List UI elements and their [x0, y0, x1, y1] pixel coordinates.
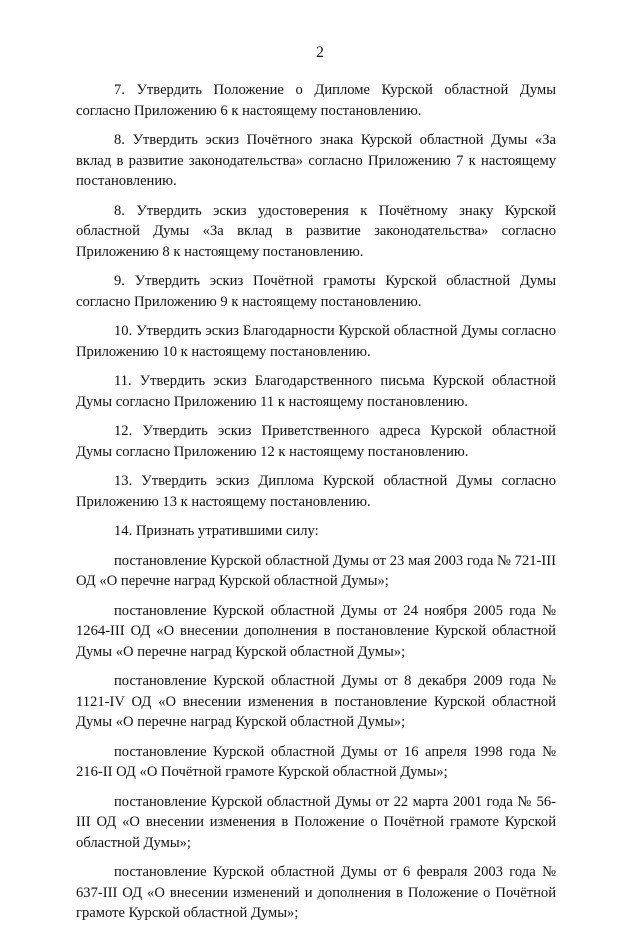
repealed-resolution-721: постановление Курской областной Думы от 23 мая 2003 года № 721-III ОД «О перечне наград Курской областной Думы»;: [76, 552, 556, 589]
paragraph-item-10: 10. Утвердить эскиз Благодарности Курской областной Думы согласно Приложению 10 к настоящему постановлению.: [76, 323, 556, 360]
repealed-resolution-56: постановление Курской областной Думы от 22 марта 2001 года № 56-III ОД «О внесении изменения в Положение о Почётной грамоте Курской областной Думы»;: [76, 793, 556, 851]
paragraph-item-8-certificate: 8. Утвердить эскиз удостоверения к Почётному знаку Курской областной Думы «За вклад в развитие законодательства» согласно Приложению 8 к настоящему постановлению.: [76, 202, 556, 260]
document-body: [76, 80, 556, 933]
paragraph-item-14: 14. Признать утратившими силу:: [114, 523, 319, 539]
paragraph-item-12: 12. Утвердить эскиз Приветственного адреса Курской областной Думы согласно Приложению 12 к настоящему постановлению.: [76, 423, 556, 460]
repealed-resolution-637: постановление Курской областной Думы от 6 февраля 2003 года № 637-III ОД «О внесении изменений и дополнения в Положение о Почётной грамоте Курской областной Думы»;: [76, 864, 556, 921]
paragraph-item-8-honor-badge: 8. Утвердить эскиз Почётного знака Курской областной Думы «За вклад в развитие законодательства» согласно Приложению 7 к настоящему постановлению.: [76, 132, 556, 189]
paragraph-item-9: 9. Утвердить эскиз Почётной грамоты Курской областной Думы согласно Приложению 9 к настоящему постановлению.: [76, 273, 556, 310]
paragraph-item-13: 13. Утвердить эскиз Диплома Курской областной Думы согласно Приложению 13 к настоящему постановлению.: [76, 473, 556, 510]
paragraph-item-11: 11. Утвердить эскиз Благодарственного письма Курской областной Думы согласно Приложению 11 к настоящему постановлению.: [76, 373, 556, 410]
paragraph-item-7: 7. Утвердить Положение о Дипломе Курской областной Думы согласно Приложению 6 к настоящему постановлению.: [76, 82, 556, 119]
repealed-resolution-216: постановление Курской областной Думы от 16 апреля 1998 года № 216-II ОД «О Почётной грамоте Курской областной Думы»;: [76, 743, 556, 780]
repealed-resolution-1121: постановление Курской областной Думы от 8 декабря 2009 года № 1121-IV ОД «О внесении изменения в постановление Курской областной Думы «О перечне наград Курской областной Думы»;: [76, 673, 556, 730]
page-number: 2: [316, 44, 324, 61]
repealed-resolution-1264: постановление Курской областной Думы от 24 ноября 2005 года № 1264-III ОД «О внесении дополнения в постановление Курской областной Думы «О перечне наград Курской областной Думы»;: [76, 602, 556, 660]
